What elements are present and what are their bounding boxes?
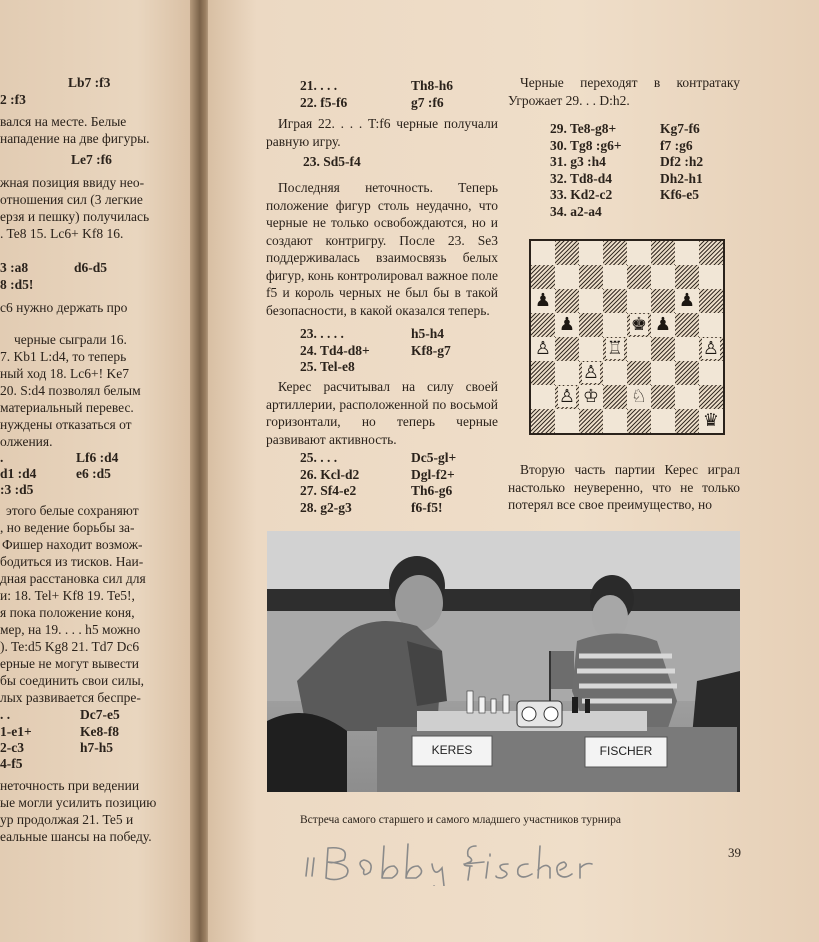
board-square bbox=[651, 409, 675, 433]
board-square bbox=[579, 385, 603, 409]
left-page-line: ые могли усилить позицию bbox=[0, 795, 157, 810]
left-page-line: 7. Kb1 L:d4, то теперь bbox=[0, 349, 127, 364]
board-square bbox=[555, 313, 579, 337]
board-square bbox=[675, 385, 699, 409]
chess-piece: ♟ bbox=[654, 314, 672, 335]
board-square bbox=[603, 361, 627, 385]
chess-piece: ♘ bbox=[630, 386, 648, 407]
left-page-line: . . bbox=[0, 707, 11, 722]
board-square bbox=[651, 289, 675, 313]
left-page-line: Lf6 :d4 bbox=[76, 450, 119, 465]
left-page-line: 2-c3 bbox=[0, 740, 24, 755]
paragraph-2: Последняя неточность. Теперь положение фигур столь неудачно, что черные не только освобождаются, но и создают контригру. После 23. Se3 поддерживалась взаимосвязь белых фигур, конь контролировал важное поле f5 и король черных не был бы в такой безопасности, в какой оказался теперь. bbox=[266, 180, 498, 318]
left-page-line: , но ведение борьбы за- bbox=[0, 520, 135, 535]
board-square bbox=[531, 409, 555, 433]
board-square bbox=[675, 409, 699, 433]
board-square bbox=[555, 289, 579, 313]
board-square bbox=[699, 385, 723, 409]
board-square bbox=[579, 361, 603, 385]
chess-piece: ♟ bbox=[558, 314, 576, 335]
board-square bbox=[699, 241, 723, 265]
left-page-line: 1-e1+ bbox=[0, 724, 32, 739]
chess-piece: ♔ bbox=[582, 386, 600, 407]
left-page-line: мер, на 19. . . . h5 можно bbox=[0, 622, 141, 637]
chess-piece: ♖ bbox=[606, 338, 624, 359]
board-square bbox=[651, 313, 675, 337]
left-page-line: этого белые сохраняют bbox=[6, 503, 139, 518]
board-square bbox=[627, 385, 651, 409]
moves-mid: 23. . . . . 24. Td4-d8+ 25. Tel-e8 bbox=[300, 326, 370, 374]
left-page-line: жная позиция ввиду нео- bbox=[0, 175, 145, 190]
board-square bbox=[699, 265, 723, 289]
board-square bbox=[699, 361, 723, 385]
left-page-line: . Te8 15. Lc6+ Kf8 16. bbox=[0, 226, 124, 241]
board-square bbox=[699, 337, 723, 361]
photo-caption: Встреча самого старшего и самого младшего участников турнира bbox=[300, 814, 621, 826]
board-square bbox=[651, 241, 675, 265]
left-page-line: нуждены отказаться от bbox=[0, 417, 132, 432]
chess-piece: ♟ bbox=[534, 290, 552, 311]
board-square bbox=[579, 409, 603, 433]
board-square bbox=[555, 361, 579, 385]
left-page-line: 4-f5 bbox=[0, 756, 23, 771]
board-square bbox=[603, 337, 627, 361]
left-page-line: нападение на две фигуры. bbox=[0, 131, 150, 146]
col2-paragraph-2: Вторую часть партии Керес играл настолько неуверенно, что не только потерял все свое преимущество, но bbox=[508, 462, 740, 512]
left-page-line: бодиться из тисков. Наи- bbox=[0, 554, 144, 569]
left-page-line: d6-d5 bbox=[74, 260, 108, 275]
left-page-line: лых развивается беспре- bbox=[0, 690, 141, 705]
left-page-line: ). Te:d5 Kg8 21. Td7 Dc6 bbox=[0, 639, 140, 654]
board-square bbox=[555, 409, 579, 433]
left-page-line: олжения. bbox=[0, 434, 53, 449]
left-page-line: Le7 :f6 bbox=[71, 152, 112, 167]
board-square bbox=[603, 313, 627, 337]
left-page-line: ерзя и пешку) получилась bbox=[0, 209, 150, 224]
move-23: 23. Sd5-f4 bbox=[303, 154, 361, 169]
chess-piece: ♚ bbox=[630, 314, 648, 335]
left-page-line: материальный перевес. bbox=[0, 400, 134, 415]
board-square bbox=[579, 337, 603, 361]
photo-illustration bbox=[267, 531, 740, 792]
board-square bbox=[699, 313, 723, 337]
left-page-line: ур продолжая 21. Te5 и bbox=[0, 812, 134, 827]
left-page-line: d1 :d4 bbox=[0, 466, 37, 481]
moves-bottom: 25. . . . 26. Kcl-d2 27. Sf4-e2 28. g2-g3 bbox=[300, 450, 360, 515]
board-square bbox=[675, 313, 699, 337]
board-square bbox=[675, 241, 699, 265]
board-square bbox=[579, 265, 603, 289]
left-page-line: . bbox=[0, 450, 4, 465]
board-square bbox=[555, 265, 579, 289]
left-page-line: e6 :d5 bbox=[76, 466, 111, 481]
moves-col2: 29. Te8-g8+ 30. Tg8 :g6+ 31. g3 :h4 32. Td8-d4 33. Kd2-c2 34. a2-a4 bbox=[550, 121, 622, 219]
left-page-line: h7-h5 bbox=[80, 740, 114, 755]
chess-diagram bbox=[529, 239, 725, 435]
board-square bbox=[651, 361, 675, 385]
chess-piece: ♙ bbox=[702, 338, 720, 359]
left-page-line: вался на месте. Белые bbox=[0, 114, 127, 129]
board-square bbox=[675, 289, 699, 313]
left-page-line: бы соединить свои силы, bbox=[0, 673, 145, 688]
board-square bbox=[603, 241, 627, 265]
left-page-line: 8 :d5! bbox=[0, 277, 34, 292]
chess-piece: ♟ bbox=[678, 290, 696, 311]
board-square bbox=[555, 337, 579, 361]
moves-col2-black: Kg7-f6 f7 :g6 Df2 :h2 Dh2-h1 Kf6-e5 bbox=[660, 121, 704, 202]
chess-piece: ♙ bbox=[534, 338, 552, 359]
board-square bbox=[675, 337, 699, 361]
board-square bbox=[531, 313, 555, 337]
board-square bbox=[699, 409, 723, 433]
left-page bbox=[0, 0, 196, 942]
sign-fischer: FISCHER bbox=[599, 744, 653, 758]
left-page-line: 2 :f3 bbox=[0, 92, 26, 107]
left-page-line: еальные шансы на победу. bbox=[0, 829, 152, 844]
chess-piece: ♛ bbox=[702, 410, 720, 431]
board-square bbox=[531, 241, 555, 265]
board-square bbox=[555, 385, 579, 409]
board-square bbox=[579, 289, 603, 313]
board-square bbox=[579, 313, 603, 337]
left-page-line: неточность при ведении bbox=[0, 778, 140, 793]
board-square bbox=[651, 337, 675, 361]
left-page-line: :3 :d5 bbox=[0, 482, 34, 497]
board-square bbox=[699, 289, 723, 313]
board-square bbox=[579, 241, 603, 265]
paragraph-3: Керес расчитывал на силу своей артиллерии, расположенной по восьмой горизонтали, но теперь черные развивают активность. bbox=[266, 379, 498, 447]
left-page-line: дная расстановка сил для bbox=[0, 571, 146, 586]
board-square bbox=[531, 289, 555, 313]
board-square bbox=[675, 361, 699, 385]
board-square bbox=[627, 409, 651, 433]
col2-paragraph-1: Черные переходят в контратаку Угрожает 29. . . D:h2. bbox=[508, 75, 740, 108]
sign-keres: KERES bbox=[431, 743, 473, 757]
board-square bbox=[627, 289, 651, 313]
left-page-line: я пока положение коня, bbox=[0, 605, 135, 620]
board-square bbox=[603, 409, 627, 433]
left-page-line: с6 нужно держать про bbox=[0, 300, 128, 315]
board-square bbox=[627, 265, 651, 289]
paragraph-1: Играя 22. . . . T:f6 черные получали равную игру. bbox=[266, 116, 498, 149]
board-square bbox=[531, 385, 555, 409]
left-page-line: ерные не могут вывести bbox=[0, 656, 140, 671]
handwritten-signature bbox=[298, 836, 678, 886]
board-square bbox=[627, 313, 651, 337]
left-page-line: Lb7 :f3 bbox=[68, 75, 111, 90]
board-square bbox=[675, 265, 699, 289]
chess-piece: ♙ bbox=[558, 386, 576, 407]
board-square bbox=[627, 337, 651, 361]
moves-mid-black: h5-h4 Kf8-g7 bbox=[411, 326, 451, 358]
left-page-line: отношения сил (3 легкие bbox=[0, 192, 143, 207]
left-page-line: черные сыграли 16. bbox=[14, 332, 127, 347]
moves-bottom-black: Dc5-gl+ Dgl-f2+ Th6-g6 f6-f5! bbox=[411, 450, 457, 515]
photo-keres-fischer bbox=[267, 531, 740, 792]
page-number: 39 bbox=[728, 845, 741, 860]
board-square bbox=[531, 337, 555, 361]
board-square bbox=[651, 265, 675, 289]
left-page-line: и: 18. Tel+ Kf8 19. Te5!, bbox=[0, 588, 135, 603]
board-square bbox=[627, 361, 651, 385]
left-page-line: Фишер находит возмож- bbox=[2, 537, 143, 552]
chess-piece: ♙ bbox=[582, 362, 600, 383]
left-page-line: Ke8-f8 bbox=[80, 724, 119, 739]
board-square bbox=[603, 289, 627, 313]
left-page-line: 20. S:d4 позволял белым bbox=[0, 383, 141, 398]
board-square bbox=[555, 241, 579, 265]
board-square bbox=[651, 385, 675, 409]
board-square bbox=[531, 265, 555, 289]
board-square bbox=[531, 361, 555, 385]
board-square bbox=[603, 265, 627, 289]
moves-top-black: Th8-h6 g7 :f6 bbox=[411, 78, 454, 110]
left-page-line: 3 :a8 bbox=[0, 260, 29, 275]
left-page-line: Dc7-e5 bbox=[80, 707, 120, 722]
right-page bbox=[208, 0, 819, 942]
moves-top: 21. . . . 22. f5-f6 bbox=[300, 78, 348, 110]
board-square bbox=[627, 241, 651, 265]
board-square bbox=[603, 385, 627, 409]
left-page-line: ный ход 18. Lc6+! Ke7 bbox=[0, 366, 129, 381]
